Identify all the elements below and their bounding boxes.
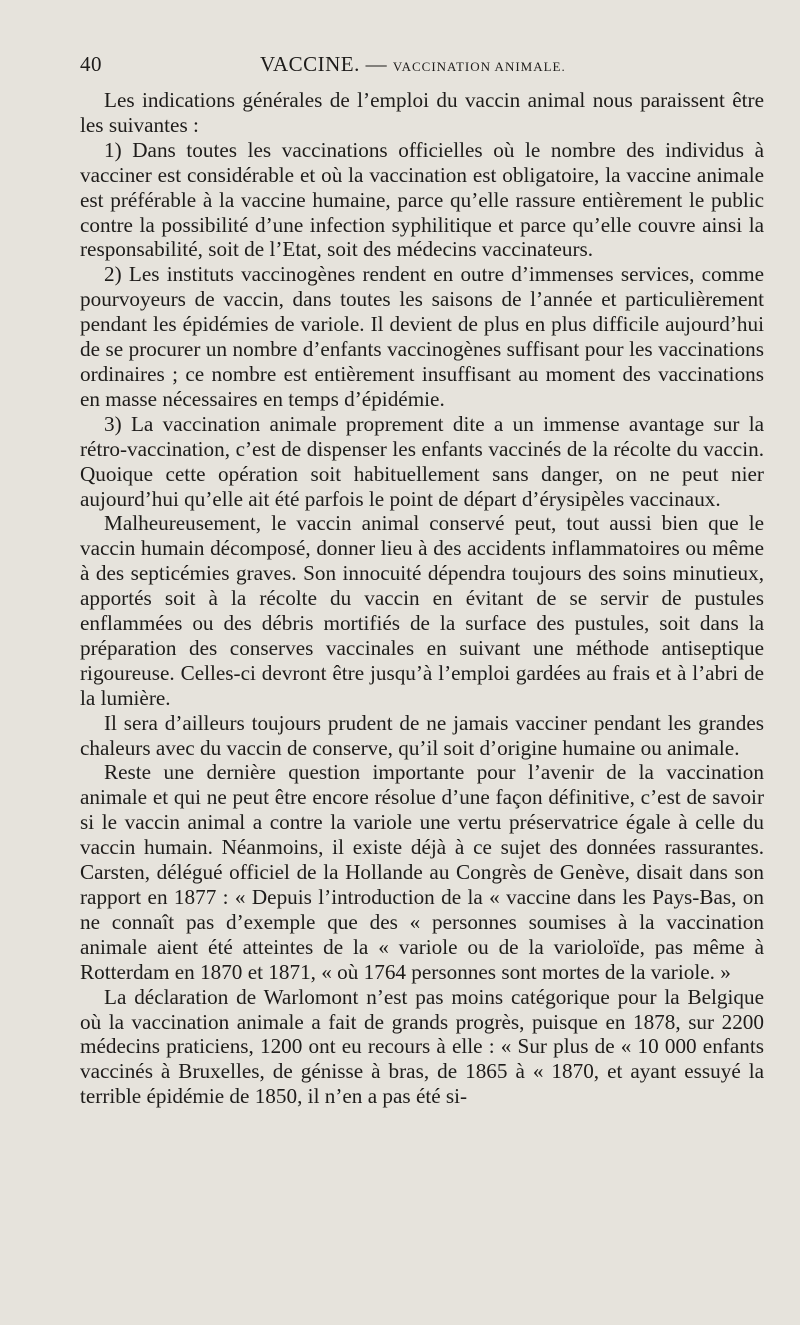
title-separator: — <box>365 52 388 76</box>
running-header <box>80 52 764 88</box>
chapter-title: VACCINE. <box>260 52 360 76</box>
paragraph: Les indications générales de l’emploi du vaccin animal nous paraissent être les suivantes : <box>80 88 764 137</box>
paragraph: 2) Les instituts vaccinogènes rendent en outre d’immenses services, comme pourvoyeurs de vaccin, dans toutes les saisons de l’année et particulièrement pendant les épidémies de variole. Il devient de plus en plus difficile aujourd’hui de se procurer un nombre d’enfants vaccinogènes suffisant pour les vaccinations ordinaires ; ce nombre est entièrement insuffisant au moment des vaccinations en masse nécessaires en temps d’épidémie. <box>80 262 764 411</box>
paragraph: Il sera d’ailleurs toujours prudent de ne jamais vacciner pendant les grandes chaleurs avec du vaccin de conserve, qu’il soit d’origine humaine ou animale. <box>80 710 764 760</box>
body-text <box>80 88 764 1109</box>
paragraph: La déclaration de Warlomont n’est pas moins catégorique pour la Belgique où la vaccination animale a fait de grands progrès, puisque en 1878, sur 2200 médecins praticiens, 1200 ont eu recours à elle : « Sur plus de « 10 000 enfants vaccinés à Bruxelles, de génisse à bras, de 1865 à « 1870, et ayant essuyé la terrible épidémie de 1850, il n’en a pas été si- <box>80 984 764 1109</box>
running-title <box>260 52 764 77</box>
paragraph: 3) La vaccination animale proprement dite a un immense avantage sur la rétro-vaccination, c’est de dispenser les enfants vaccinés de la récolte du vaccin. Quoique cette opération soit habituellement sans danger, on ne peut nier aujourd’hui qu’elle ait été parfois le point de départ d’érysipèles vaccinaux. <box>80 411 764 511</box>
page-number: 40 <box>80 52 102 76</box>
paragraph: Reste une dernière question importante pour l’avenir de la vaccination animale et qui ne peut être encore résolue d’une façon définitive, c’est de savoir si le vaccin animal a contre la variole une vertu préservatrice égale à celle du vaccin humain. Néanmoins, il existe déjà à ce sujet des données rassurantes. Carsten, délégué officiel de la Hollande au Congrès de Genève, disait dans son rapport en 1877 : « Depuis l’introduction de la « vaccine dans les Pays-Bas, on ne connaît pas d’exemple que des « personnes soumises à la vaccination animale aient été atteintes de la « variole ou de la varioloïde, pas même à Rotterdam en 1870 et 1871, « où 1764 personnes sont mortes de la variole. » <box>80 760 764 984</box>
section-title: VACCINATION ANIMALE. <box>392 59 566 74</box>
paragraph: 1) Dans toutes les vaccinations officielles où le nombre des individus à vacciner est considérable et où la vaccination est obligatoire, la vaccine animale est préférable à la vaccine humaine, parce qu’elle rassure entièrement le public contre la possibilité d’une infection syphilitique et parce qu’elle couvre ainsi la responsabilité, soit de l’Etat, soit des médecins vaccinateurs. <box>80 137 764 262</box>
paragraph: Malheureusement, le vaccin animal conservé peut, tout aussi bien que le vaccin humain décomposé, donner lieu à des accidents inflammatoires ou même à des septicémies graves. Son innocuité dépendra toujours des soins minutieux, apportés soit à la récolte du vaccin en évitant de se servir de pustules enflammées ou des débris mortifiés de la surface des pustules, soit dans la préparation des conserves vaccinales en suivant une méthode antiseptique rigoureuse. Celles-ci devront être jusqu’à l’emploi gardées au frais et à l’abri de la lumière. <box>80 511 764 710</box>
